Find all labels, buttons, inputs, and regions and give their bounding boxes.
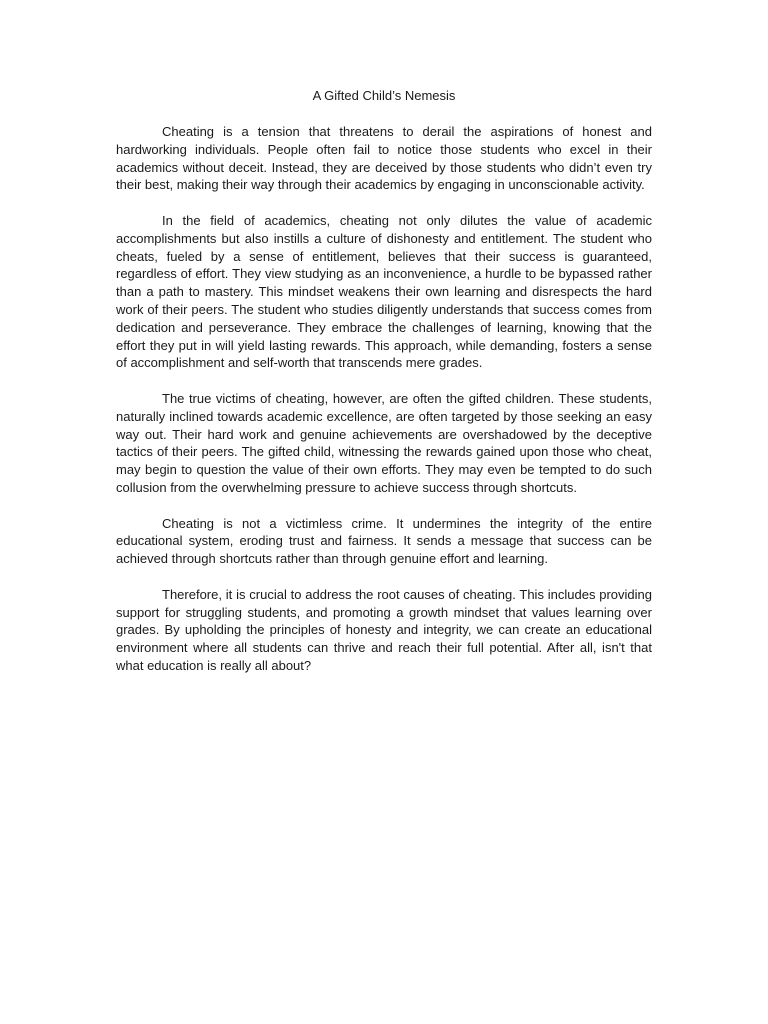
paragraph-2: In the field of academics, cheating not only dilutes the value of academic accomplishments but also instills a culture of dishonesty and entitlement. The student who cheats, fueled by a sense of entitlement, believes that their success is guaranteed, regardless of effort. They view studying as an inconvenience, a hurdle to be bypassed rather than a path to mastery. This mindset weakens their own learning and disrespects the hard work of their peers. The student who studies diligently understands that success comes from dedication and perseverance. They embrace the challenges of learning, knowing that the effort they put in will yield lasting rewards. This approach, while demanding, fosters a sense of accomplishment and self-worth that transcends mere grades. xyxy=(116,212,652,371)
paragraph-4: Cheating is not a victimless crime. It undermines the integrity of the entire educational system, eroding trust and fairness. It sends a message that success can be achieved through shortcuts rather than through genuine effort and learning. xyxy=(116,515,652,567)
document-title: A Gifted Child’s Nemesis xyxy=(312,88,456,103)
paragraph-5: Therefore, it is crucial to address the root causes of cheating. This includes providing support for struggling students, and promoting a growth mindset that values learning over grades. By upholding the principles of honesty and integrity, we can create an educational environment where all students can thrive and reach their full potential. After all, isn't that what education is really all about? xyxy=(116,586,652,673)
paragraph-1: Cheating is a tension that threatens to derail the aspirations of honest and hardworking individuals. People often fail to notice those students who excel in their academics without deceit. Instead, they are deceived by those students who didn’t even try their best, making their way through their academics by engaging in unconscionable activity. xyxy=(116,124,652,193)
paragraph-3: The true victims of cheating, however, are often the gifted children. These students, naturally inclined towards academic excellence, are often targeted by those seeking an easy way out. Their hard work and genuine achievements are overshadowed by the deceptive tactics of their peers. The gifted child, witnessing the rewards gained upon those who cheat, may begin to question the value of their own efforts. They may even be tempted to do such collusion from the overwhelming pressure to achieve success through shortcuts. xyxy=(116,390,652,495)
